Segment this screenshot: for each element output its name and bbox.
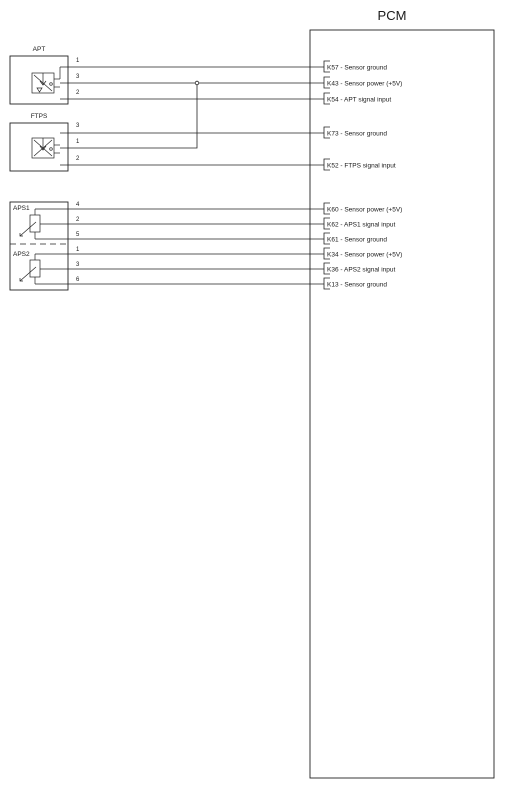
- pcm-terminal-label: K52 - FTPS signal input: [327, 162, 396, 170]
- pin-number: 1: [76, 58, 80, 64]
- apt-sensor-icon: [32, 67, 60, 93]
- pcm-box: [310, 30, 494, 778]
- ftps-label: FTPS: [30, 113, 48, 120]
- pcm-terminal-label: K34 - Sensor power (+5V): [327, 251, 403, 259]
- pcm-terminal-label: K60 - Sensor power (+5V): [327, 206, 403, 214]
- aps2-potentiometer-icon: [20, 254, 60, 284]
- pin-number: 2: [76, 90, 80, 96]
- pin-numbers: [76, 58, 80, 283]
- pcm-terminal-label: K43 - Sensor power (+5V): [327, 80, 403, 88]
- pin-number: 3: [76, 262, 80, 268]
- ftps-box: [10, 123, 68, 171]
- wires: [60, 67, 324, 284]
- pcm-terminal-label: K61 - Sensor ground: [327, 236, 387, 244]
- pin-number: 1: [76, 247, 80, 253]
- pcm-terminal-label: K62 - APS1 signal input: [327, 221, 396, 229]
- aps1-potentiometer-icon: [20, 209, 60, 239]
- pcm-terminal-label: K73 - Sensor ground: [327, 130, 387, 138]
- pin-number: 3: [76, 74, 80, 80]
- pcm-terminal-label: K13 - Sensor ground: [327, 281, 387, 289]
- pin-number: 5: [76, 232, 80, 238]
- pin-number: 6: [76, 277, 80, 283]
- pcm-terminal-label: K54 - APT signal input: [327, 96, 392, 104]
- wire-ftps-1: [60, 83, 197, 148]
- splice-node: [195, 81, 199, 85]
- pin-number: 2: [76, 217, 80, 223]
- pcm-title: PCM: [377, 8, 407, 23]
- aps1-label: APS1: [13, 205, 30, 212]
- apt-label: APT: [32, 46, 46, 53]
- aps2-label: APS2: [13, 251, 30, 258]
- pin-number: 4: [76, 202, 80, 208]
- pin-number: 3: [76, 123, 80, 129]
- ftps-sensor-icon: [32, 138, 60, 158]
- pin-number: 2: [76, 156, 80, 162]
- pcm-terminal-label: K36 - APS2 signal input: [327, 266, 396, 274]
- pin-number: 1: [76, 139, 80, 145]
- pcm-labels: [327, 65, 402, 289]
- apt-box: [10, 56, 68, 104]
- pcm-terminal-label: K57 - Sensor ground: [327, 64, 387, 72]
